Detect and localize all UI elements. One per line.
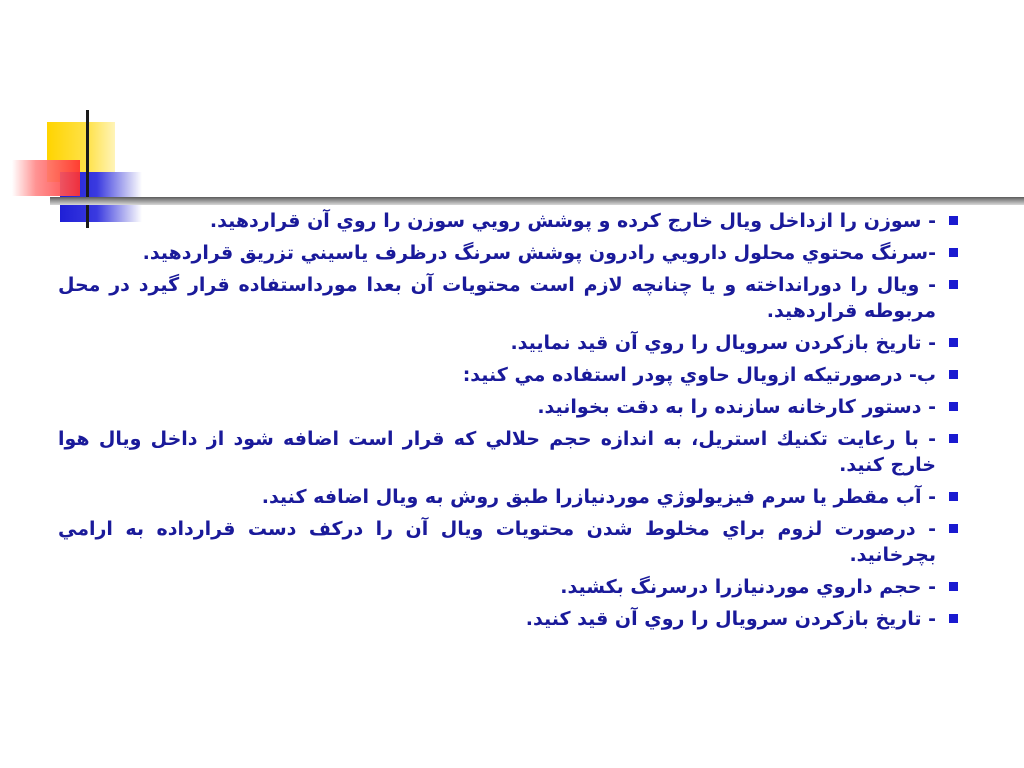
- square-bullet-icon: [949, 216, 958, 225]
- bullet-text: - با رعايت تكنيك استريل، به اندازه حجم حلالي كه قرار است اضافه شود از داخل ويال هوا خارج كنيد.: [58, 428, 936, 476]
- slide-body: [58, 208, 958, 638]
- bullet-text: - تاريخ بازكردن سرويال را روي آن قيد نماييد.: [510, 332, 936, 354]
- square-bullet-icon: [949, 492, 958, 501]
- bullet-item: [58, 606, 958, 632]
- bullet-item: [58, 208, 958, 234]
- bullet-text: -سرنگ محتوي محلول دارويي رادرون پوشش سرنگ درظرف ياسيني تزريق قراردهيد.: [142, 242, 936, 264]
- square-bullet-icon: [949, 434, 958, 443]
- bullet-item: [58, 574, 958, 600]
- bullet-item: [58, 272, 958, 324]
- square-bullet-icon: [949, 402, 958, 411]
- square-bullet-icon: [949, 370, 958, 379]
- bullet-list: [58, 208, 958, 632]
- square-bullet-icon: [949, 582, 958, 591]
- bullet-text: - حجم داروي موردنيازرا درسرنگ بكشيد.: [560, 576, 936, 598]
- square-bullet-icon: [949, 614, 958, 623]
- square-bullet-icon: [949, 248, 958, 257]
- bullet-text: ب- درصورتيكه ازويال حاوي پودر استفاده مي كنيد:: [462, 364, 936, 386]
- bullet-item: [58, 426, 958, 478]
- bullet-text: - آب مقطر يا سرم فيزيولوژي موردنيازرا طبق روش به ويال اضافه كنيد.: [261, 486, 936, 508]
- bullet-item: [58, 484, 958, 510]
- red-square: [12, 160, 80, 196]
- square-bullet-icon: [949, 338, 958, 347]
- title-divider: [50, 197, 1024, 205]
- bullet-item: [58, 330, 958, 356]
- bullet-item: [58, 362, 958, 388]
- bullet-text: - تاريخ بازكردن سرويال را روي آن قيد كنيد.: [525, 608, 936, 630]
- square-bullet-icon: [949, 524, 958, 533]
- bullet-text: - دستور كارخانه سازنده را به دقت بخوانيد.: [537, 396, 936, 418]
- bullet-item: [58, 516, 958, 568]
- bullet-text: - ويال را دورانداخته و يا چنانچه لازم است محتويات آن بعدا مورداستفاده قرار گيرد در محل مربوطه قراردهيد.: [58, 274, 936, 322]
- bullet-text: - سوزن را ازداخل ويال خارج كرده و پوشش رويي سوزن را روي آن قراردهيد.: [209, 210, 936, 232]
- bullet-item: [58, 240, 958, 266]
- square-bullet-icon: [949, 280, 958, 289]
- bullet-text: - درصورت لزوم براي مخلوط شدن محتويات ويال آن را دركف دست قرارداده به ارامي بچرخانيد.: [58, 518, 936, 566]
- bullet-item: [58, 394, 958, 420]
